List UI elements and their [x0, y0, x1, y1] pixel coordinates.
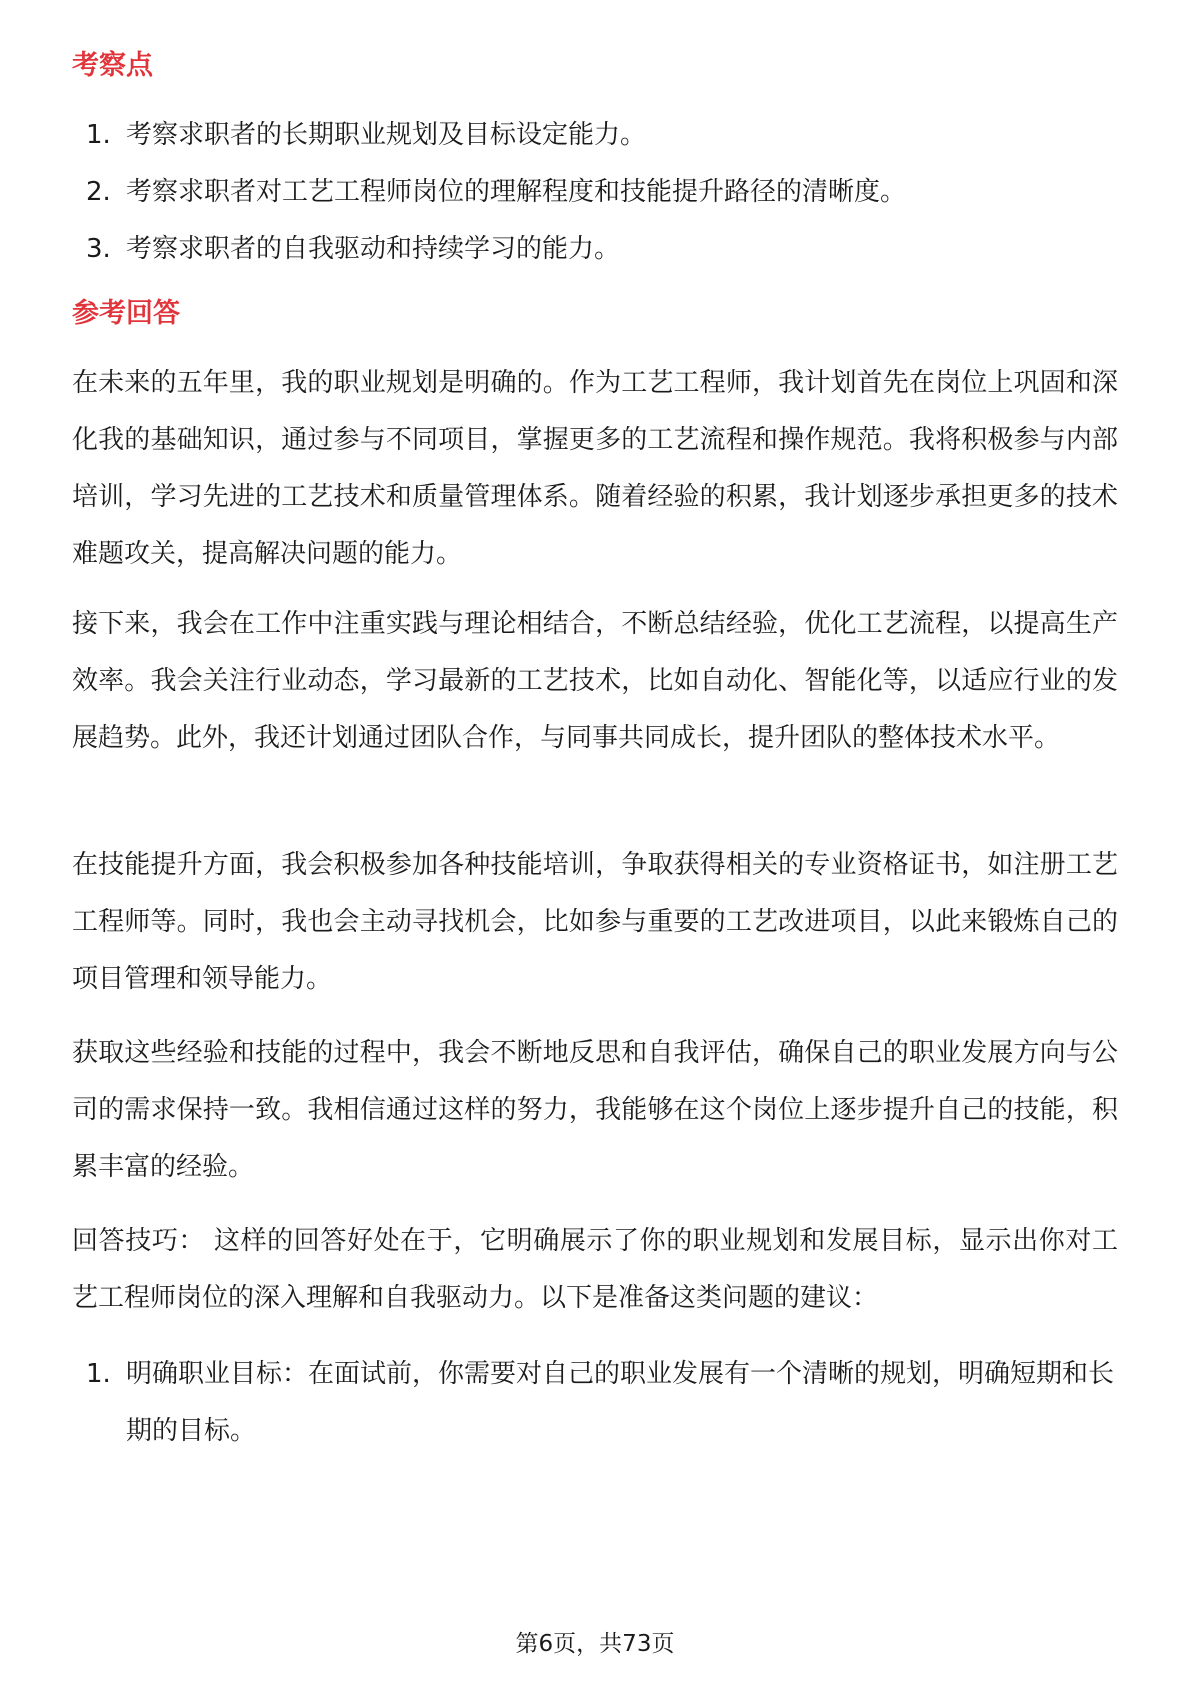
- answer-paragraph: 在技能提升方面，我会积极参加各种技能培训，争取获得相关的专业资格证书，如注册工艺工程师等。同时，我也会主动寻找机会，比如参与重要的工艺改进项目，以此来锻炼自己的项目管理和领导能力。: [72, 850, 1118, 994]
- tips-list: [72, 1346, 1118, 1460]
- list-item-number: 3.: [86, 234, 111, 264]
- page-number: 第6页，共73页: [515, 1631, 675, 1657]
- list-item-text: 考察求职者对工艺工程师岗位的理解程度和技能提升路径的清晰度。: [126, 177, 907, 207]
- answer-paragraph: 在未来的五年里，我的职业规划是明确的。作为工艺工程师，我计划首先在岗位上巩固和深化我的基础知识，通过参与不同项目，掌握更多的工艺流程和操作规范。我将积极参与内部培训，学习先进的工艺技术和质量管理体系。随着经验的积累，我计划逐步承担更多的技术难题攻关，提高解决问题的能力。: [72, 368, 1118, 569]
- section-heading-focus: 考察点: [72, 50, 153, 81]
- list-item-number: 2.: [86, 177, 111, 207]
- tips-paragraph: 回答技巧： 这样的回答好处在于，它明确展示了你的职业规划和发展目标，显示出你对工艺工程师岗位的深入理解和自我驱动力。以下是准备这类问题的建议：: [72, 1226, 1118, 1313]
- focus-list: [72, 107, 1118, 278]
- list-item-text: 明确职业目标：在面试前，你需要对自己的职业发展有一个清晰的规划，明确短期和长期的目标。: [126, 1359, 1115, 1446]
- list-item: [72, 107, 1118, 164]
- list-item: [72, 221, 1118, 278]
- list-item-number: 1.: [86, 120, 111, 150]
- list-item-text: 考察求职者的长期职业规划及目标设定能力。: [126, 120, 647, 150]
- list-item: [72, 1346, 1118, 1460]
- list-item-text: 考察求职者的自我驱动和持续学习的能力。: [126, 234, 621, 264]
- list-item: [72, 164, 1118, 221]
- answer-paragraph: 接下来，我会在工作中注重实践与理论相结合，不断总结经验，优化工艺流程，以提高生产效率。我会关注行业动态，学习最新的工艺技术，比如自动化、智能化等，以适应行业的发展趋势。此外，我还计划通过团队合作，与同事共同成长，提升团队的整体技术水平。: [72, 609, 1118, 753]
- answer-paragraph: 获取这些经验和技能的过程中，我会不断地反思和自我评估，确保自己的职业发展方向与公司的需求保持一致。我相信通过这样的努力，我能够在这个岗位上逐步提升自己的技能，积累丰富的经验。: [72, 1038, 1118, 1182]
- list-item-number: 1.: [86, 1359, 111, 1389]
- section-heading-answer: 参考回答: [72, 298, 180, 329]
